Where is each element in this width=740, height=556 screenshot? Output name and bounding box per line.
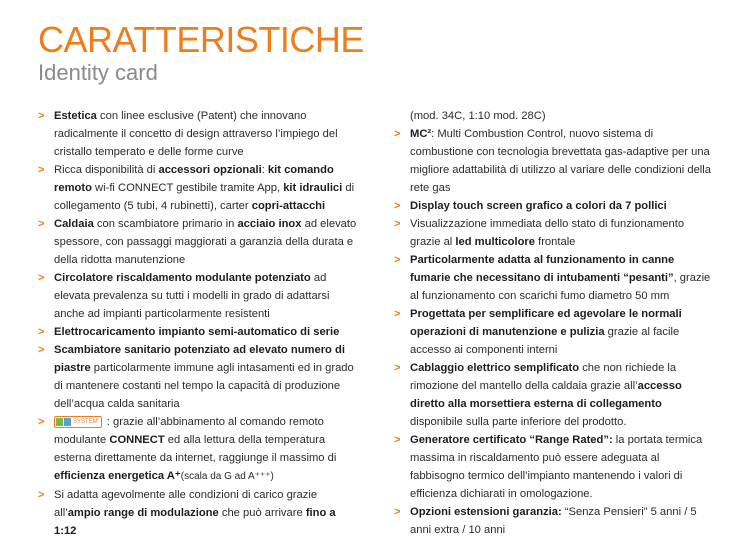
text: disponibile sulla parte inferiore del prodotto. — [410, 416, 627, 428]
text: ad elevato spessore, con passaggi maggiorati a garanzia della durata e della ridotta manutenzione — [54, 218, 357, 266]
text: Si adatta agevolmente alle condizioni di carico grazie all’ — [54, 489, 318, 519]
bold-text: copri-attacchi — [251, 200, 326, 212]
text: ed alla lettura della temperatura esterna direttamente da internet, raggiunge il massimo di — [54, 434, 337, 464]
bold-text: acciaio inox — [237, 218, 302, 230]
bullet-arrow-icon: > — [38, 110, 45, 122]
text: Ricca disponibilità di — [54, 164, 159, 176]
bold-text: accessori opzionali — [158, 164, 262, 176]
list-item-estetica — [38, 107, 360, 161]
bold-text: Particolarmente adatta al funzionamento in canne fumarie che necessitano di intubamenti “pesanti” — [410, 254, 675, 284]
bullet-arrow-icon: > — [394, 200, 401, 212]
bold-text: Elettrocaricamento impianto semi-automatico di serie — [54, 326, 340, 338]
list-item-garanzia — [394, 503, 716, 539]
bold-text: Circolatore riscaldamento modulante potenziato — [54, 272, 311, 284]
list-item-modulazione — [38, 486, 360, 540]
bold-text: Display touch screen grafico a colori da 7 pollici — [410, 200, 667, 212]
bold-text: Cablaggio elettrico semplificato — [410, 362, 580, 374]
text: che può arrivare — [218, 507, 306, 519]
text: la portata termica massima in riscaldamento può essere adeguata al fabbisogno termico dell’impianto mantenendo i valori di efficienza dichiarati in omologazione. — [410, 434, 703, 500]
list-item-display — [394, 197, 716, 215]
bold-text: Generatore certificato “Range Rated”: — [410, 434, 613, 446]
bold-text: Scambiatore sanitario potenziato ad elevato numero di piastre — [54, 344, 345, 374]
text: Visualizzazione immediata dello stato di funzionamento grazie al — [410, 218, 685, 248]
continuation-text: (mod. 34C, 1:10 mod. 28C) — [410, 110, 546, 122]
list-item-caldaia — [38, 215, 360, 269]
list-item-cablaggio — [394, 359, 716, 431]
bullet-arrow-icon: > — [38, 164, 45, 176]
bold-text: ampio range di modulazione — [67, 507, 219, 519]
page-title: CARATTERISTICHE — [38, 19, 364, 60]
bold-text: fino a 1:12 — [54, 507, 336, 537]
bold-text: kit idraulici — [283, 182, 343, 194]
list-item-canne-fumarie — [394, 251, 716, 305]
text: frontale — [534, 236, 576, 248]
bullet-arrow-icon: > — [394, 434, 401, 446]
bold-text: efficienza energetica A⁺ — [54, 470, 181, 482]
bold-text: kit comando remoto — [54, 164, 334, 194]
list-item-scambiatore — [38, 341, 360, 413]
bold-text: Opzioni estensioni garanzia: — [410, 506, 562, 518]
text: wi-fi CONNECT gestibile tramite App, — [91, 182, 284, 194]
text: particolarmente immune agli intasamenti ed in grado di mantenere costanti nel tempo la capacità di produzione dell’acqua calda sanitaria — [54, 362, 354, 410]
bullet-arrow-icon: > — [394, 254, 401, 266]
bold-text: MC² — [410, 128, 432, 140]
list-item-circolatore — [38, 269, 360, 323]
text: che non richiede la rimozione del mantello della caldaia grazie all’ — [410, 362, 677, 392]
list-item-accessori — [38, 161, 360, 215]
badge-text: SYSTEM — [73, 419, 98, 426]
bold-text: accesso diretto alla morsettiera esterna di collegamento — [410, 380, 682, 410]
text: : Multi Combustion Control, nuovo sistema di combustione con tecnologia brevettata gas-adaptive per una migliore adattabilità di utilizzo al variare delle condizioni della rete gas — [410, 128, 711, 194]
bullet-arrow-icon: > — [394, 308, 401, 320]
text: grazie al facile accesso ai componenti interni — [410, 326, 680, 356]
bullet-arrow-icon: > — [394, 506, 401, 518]
page-subtitle: Identity card — [38, 60, 158, 85]
text: , grazie al funzionamento con scarichi fumo diametro 50 mm — [410, 272, 711, 302]
list-item-system — [38, 413, 360, 486]
bullet-arrow-icon: > — [38, 326, 45, 338]
bold-text: Progettata per semplificare ed agevolare le normali operazioni di manutenzione e pulizia — [410, 308, 682, 338]
bullet-arrow-icon: > — [38, 272, 45, 284]
bold-text: CONNECT — [109, 434, 165, 446]
text: con scambiatore primario in — [93, 218, 238, 230]
bullet-arrow-icon: > — [38, 489, 45, 501]
text: (scala da G ad A⁺⁺⁺) — [180, 471, 274, 482]
bullet-arrow-icon: > — [394, 362, 401, 374]
list-item-manutenzione — [394, 305, 716, 359]
list-item-mc2 — [394, 125, 716, 197]
bullet-arrow-icon: > — [38, 416, 45, 428]
text: : grazie all’abbinamento al comando remoto modulante — [54, 416, 324, 446]
list-item-range-rated — [394, 431, 716, 503]
bullet-arrow-icon: > — [38, 218, 45, 230]
list-item-elettrocaricamento — [38, 323, 360, 341]
bullet-arrow-icon: > — [394, 218, 401, 230]
bullet-arrow-icon: > — [38, 344, 45, 356]
text: di collegamento (5 tubi, 4 rubinetti), carter — [54, 182, 355, 212]
bold-text: led multicolore — [455, 236, 535, 248]
system-badge-icon — [54, 416, 102, 428]
bullet-arrow-icon: > — [394, 128, 401, 140]
list-item-led — [394, 215, 716, 251]
text: “Senza Pensieri” 5 anni / 5 anni extra / 10 anni — [410, 506, 697, 536]
text: : — [261, 164, 268, 176]
right-column — [394, 107, 716, 539]
bold-text: Caldaia — [54, 218, 94, 230]
left-column — [38, 107, 360, 540]
text: con linee esclusive (Patent) che innovano radicalmente il concetto di design attraverso l’impiego del cristallo temperato e delle forme curve — [54, 110, 338, 158]
text: ad elevata prevalenza su tutti i modelli in grado di adattarsi anche ad impianti particolarmente resistenti — [54, 272, 330, 320]
bold-text: Estetica — [54, 110, 97, 122]
